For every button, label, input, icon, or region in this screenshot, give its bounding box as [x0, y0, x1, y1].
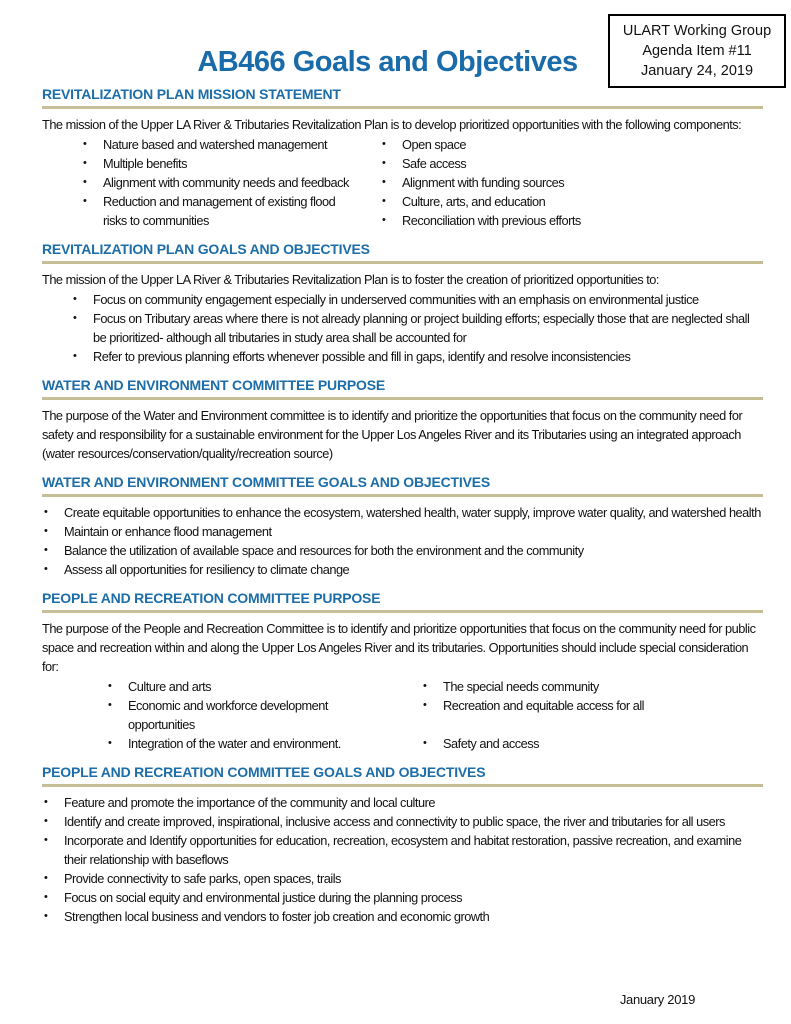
bullet-item	[44, 869, 763, 888]
bullet-icon: •	[382, 214, 386, 226]
bullet-text: Create equitable opportunities to enhance the ecosystem, watershed health, water supply, improve water quality, and watershed health	[64, 505, 761, 520]
section-heading: WATER AND ENVIRONMENT COMMITTEE GOALS AND OBJECTIVES	[42, 474, 490, 490]
bullet-text: Balance the utilization of available space and resources for both the environment and the community	[64, 543, 584, 558]
paired-bullet-rows	[108, 677, 763, 753]
bullet-item	[108, 677, 211, 696]
pair-cell-right	[423, 696, 763, 715]
bullet-text: Focus on community engagement especially in underserved communities with an emphasis on environmental justice	[93, 292, 699, 307]
section-divider	[42, 106, 763, 109]
bullet-text: Safety and access	[443, 736, 540, 751]
bullet-icon: •	[108, 699, 112, 711]
section-divider	[42, 261, 763, 264]
bullet-item	[423, 677, 599, 696]
bullet-text: Culture and arts	[128, 679, 212, 694]
pair-cell-right	[423, 734, 763, 753]
bullet-item	[382, 154, 763, 173]
bullet-icon: •	[44, 910, 48, 922]
bullet-text: Integration of the water and environment.	[128, 736, 341, 751]
section-divider	[42, 784, 763, 787]
bullet-text: The special needs community	[443, 679, 599, 694]
bullet-item	[423, 734, 539, 753]
pair-cell-left	[108, 696, 423, 734]
bullet-icon: •	[382, 157, 386, 169]
bullet-text: Refer to previous planning efforts whenever possible and fill in gaps, identify and resolve inconsistencies	[93, 349, 631, 364]
bullet-item	[44, 907, 763, 926]
bullet-item	[83, 135, 382, 154]
section-intro: The mission of the Upper LA River & Tributaries Revitalization Plan is to foster the creation of prioritized opportunities to:	[42, 272, 659, 287]
bullet-item	[423, 696, 644, 715]
bullet-list	[73, 290, 763, 366]
bullet-column-left	[83, 135, 382, 230]
bullet-icon: •	[382, 176, 386, 188]
stamp-line-date: January 24, 2019	[640, 63, 754, 79]
section-water-environment-purpose	[42, 376, 763, 463]
bullet-item	[44, 793, 763, 812]
bullet-icon: •	[423, 699, 427, 711]
section-people-recreation-goals	[42, 763, 763, 926]
bullet-text: Alignment with funding sources	[402, 175, 565, 190]
bullet-icon: •	[44, 563, 48, 575]
bullet-text: Economic and workforce development opportunities	[128, 698, 328, 732]
section-heading: WATER AND ENVIRONMENT COMMITTEE PURPOSE	[42, 377, 385, 393]
bullet-text: Focus on Tributary areas where there is not already planning or project building efforts; especially those that are neglected shall be prioritized- although all tributaries in study area shall be accounted for	[93, 311, 750, 345]
bullet-icon: •	[382, 195, 386, 207]
section-people-recreation-purpose	[42, 589, 763, 753]
section-divider	[42, 610, 763, 613]
bullet-text: Strengthen local business and vendors to foster job creation and economic growth	[64, 909, 490, 924]
bullet-icon: •	[382, 138, 386, 150]
bullet-text: Identify and create improved, inspirational, inclusive access and connectivity to public space, the river and tributaries for all users	[64, 814, 725, 829]
section-intro: The purpose of the Water and Environment committee is to identify and prioritize the opportunities that focus on the community need for safety and responsibility for a sustainable environment for the Upper Los Angeles River and its Tributaries using an integrated approach (water resources/conservation/quality/recreation source)	[42, 408, 743, 461]
section-heading: PEOPLE AND RECREATION COMMITTEE GOALS AND OBJECTIVES	[42, 764, 486, 780]
bullet-icon: •	[83, 138, 87, 150]
bullet-icon: •	[44, 872, 48, 884]
bullet-column-right	[382, 135, 763, 230]
bullet-icon: •	[83, 157, 87, 169]
bullet-item	[73, 347, 763, 366]
bullet-icon: •	[83, 176, 87, 188]
section-mission-statement	[42, 85, 763, 230]
bullet-item	[382, 192, 763, 211]
bullet-item	[44, 560, 763, 579]
bullet-icon: •	[44, 544, 48, 556]
bullet-list	[44, 793, 763, 926]
bullet-item	[382, 211, 763, 230]
pair-cell-left	[108, 734, 423, 753]
bullet-icon: •	[44, 525, 48, 537]
pair-cell-right	[423, 677, 763, 696]
bullet-item	[44, 888, 763, 907]
bullet-icon: •	[44, 506, 48, 518]
bullet-text: Multiple benefits	[103, 156, 187, 171]
section-intro: The mission of the Upper LA River & Tributaries Revitalization Plan is to develop prioritized opportunities with the following components:	[42, 117, 742, 132]
bullet-item	[108, 734, 341, 753]
bullet-icon: •	[44, 891, 48, 903]
bullet-item	[44, 831, 763, 869]
bullet-text: Alignment with community needs and feedback	[103, 175, 349, 190]
bullet-text: Incorporate and Identify opportunities for education, recreation, ecosystem and habitat restoration, passive recreation, and examine their relationship with baseflows	[64, 833, 742, 867]
bullet-pair-row	[108, 696, 763, 734]
bullet-item	[83, 192, 382, 230]
bullet-item	[44, 812, 763, 831]
bullet-item	[382, 135, 763, 154]
bullet-item	[382, 173, 763, 192]
bullet-pair-row	[108, 677, 763, 696]
bullet-icon: •	[108, 680, 112, 692]
bullet-icon: •	[73, 312, 77, 324]
bullet-item	[73, 309, 763, 347]
bullet-text: Recreation and equitable access for all	[443, 698, 645, 713]
bullet-text: Reduction and management of existing flood risks to communities	[103, 194, 336, 228]
pair-cell-left	[108, 677, 423, 696]
bullet-text: Feature and promote the importance of the community and local culture	[64, 795, 435, 810]
bullet-text: Safe access	[402, 156, 467, 171]
stamp-line-group: ULART Working Group	[622, 23, 772, 39]
section-revitalization-goals	[42, 240, 763, 366]
bullet-item	[83, 173, 382, 192]
agenda-stamp-box	[608, 14, 786, 88]
bullet-text: Provide connectivity to safe parks, open spaces, trails	[64, 871, 341, 886]
bullet-item	[44, 541, 763, 560]
bullet-text: Focus on social equity and environmental justice during the planning process	[64, 890, 463, 905]
section-intro: The purpose of the People and Recreation Committee is to identify and prioritize opportunities that focus on the community need for public space and recreation within and along the Upper Los Angeles River and its tributaries. Opportunities should include special consideration for:	[42, 621, 756, 674]
section-water-environment-goals	[42, 473, 763, 579]
bullet-icon: •	[423, 737, 427, 749]
footer-date: January 2019	[619, 992, 695, 1007]
bullet-text: Reconciliation with previous efforts	[402, 213, 581, 228]
bullet-text: Nature based and watershed management	[103, 137, 328, 152]
bullet-icon: •	[44, 834, 48, 846]
page-title: AB466 Goals and Objectives	[197, 46, 578, 78]
section-divider	[42, 397, 763, 400]
bullet-text: Maintain or enhance flood management	[64, 524, 272, 539]
section-heading: PEOPLE AND RECREATION COMMITTEE PURPOSE	[42, 590, 381, 606]
bullet-text: Assess all opportunities for resiliency to climate change	[64, 562, 350, 577]
bullet-icon: •	[83, 195, 87, 207]
bullet-text: Open space	[402, 137, 467, 152]
bullet-icon: •	[44, 796, 48, 808]
bullet-icon: •	[423, 680, 427, 692]
bullet-item	[44, 503, 763, 522]
section-heading: REVITALIZATION PLAN GOALS AND OBJECTIVES	[42, 241, 370, 257]
bullet-item	[108, 696, 373, 734]
bullet-icon: •	[108, 737, 112, 749]
stamp-line-agenda-item: Agenda Item #11	[642, 43, 752, 59]
bullet-icon: •	[44, 815, 48, 827]
bullet-text: Culture, arts, and education	[402, 194, 546, 209]
two-column-bullet-list	[83, 135, 763, 230]
bullet-item	[44, 522, 763, 541]
bullet-item	[83, 154, 382, 173]
bullet-list	[44, 503, 763, 579]
bullet-icon: •	[73, 293, 77, 305]
section-heading: REVITALIZATION PLAN MISSION STATEMENT	[42, 86, 341, 102]
bullet-pair-row	[108, 734, 763, 753]
section-divider	[42, 494, 763, 497]
bullet-item	[73, 290, 763, 309]
bullet-icon: •	[73, 350, 77, 362]
